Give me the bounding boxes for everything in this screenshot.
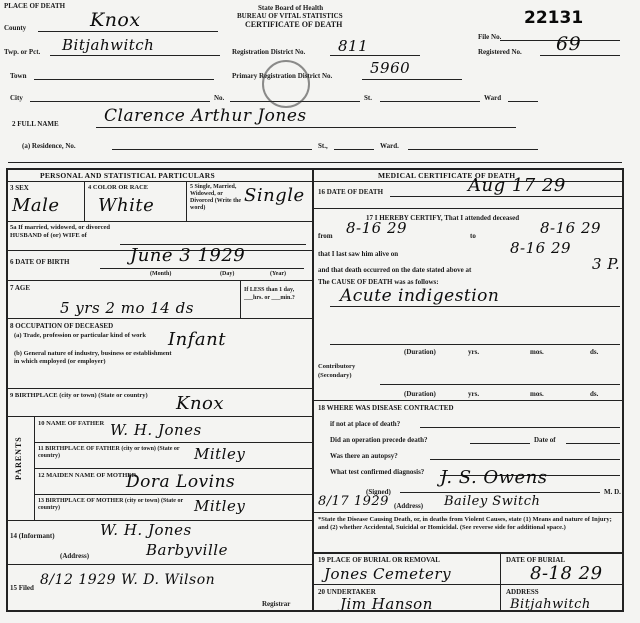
sign-address-label: (Address) [394, 502, 424, 510]
where-label: 18 WHERE WAS DISEASE CONTRACTED [318, 404, 454, 412]
registered-label: Registered No. [478, 48, 522, 56]
marital-label: 5 Single, Married, Widowed, or Divorced (Write the word) [190, 184, 242, 211]
if-less-label: If LESS than 1 day, ___hrs. or ___min.? [244, 287, 295, 301]
burial-date-label: DATE OF BURIAL [506, 556, 566, 564]
sex-label: 3 SEX [10, 184, 29, 192]
birthplace-value: Knox [176, 393, 225, 414]
bureau: BUREAU OF VITAL STATISTICS [237, 12, 343, 20]
birth-year-label: (Year) [270, 271, 286, 277]
reg-district-value: 811 [338, 37, 369, 55]
yrs-label-2: yrs. [468, 390, 480, 398]
burial-place-label: 19 PLACE OF BURIAL OR REMOVAL [318, 556, 440, 564]
birth-day-label: (Day) [220, 271, 235, 277]
signed-value: J. S. Owens [440, 467, 548, 488]
mother-value: Dora Lovins [126, 472, 236, 492]
from-value: 8-16 29 [346, 219, 408, 237]
spouse-label: 5a If married, widowed, or divorced HUSBAND of (or) WIFE of [10, 224, 110, 239]
state-board: State Board of Health [258, 4, 324, 12]
death-date-label: 16 DATE OF DEATH [318, 188, 384, 196]
date-of-label: Date of [534, 436, 556, 444]
informant-address-value: Barbyville [146, 541, 228, 559]
mother-birthplace-label: 13 BIRTHPLACE OF MOTHER (city or town) (State or country) [38, 498, 184, 511]
reg-district-label: Registration District No. [232, 48, 306, 56]
age-value: 5 yrs 2 mo 14 ds [60, 299, 194, 317]
town-label: Town [10, 72, 27, 80]
sign-address-value: Bailey Switch [444, 494, 541, 509]
to-value: 8-16 29 [540, 219, 602, 237]
death-hour: 3 P. [592, 255, 621, 273]
full-name-label: 2 FULL NAME [12, 120, 59, 128]
age-label: 7 AGE [10, 284, 31, 292]
to-label: to [470, 232, 476, 240]
certify-text: 17 I HEREBY CERTIFY, That I attended deceased [366, 214, 520, 222]
sign-date-value: 8/17 1929 [318, 494, 389, 509]
md-label: M. D. [604, 488, 621, 496]
from-label: from [318, 232, 333, 240]
death-occurred-text: and that death occurred on the date stated above at [318, 266, 472, 274]
personal-title: PERSONAL AND STATISTICAL PARTICULARS [40, 171, 215, 180]
occupation-value: Infant [168, 329, 226, 350]
registrar-label: Registrar [262, 600, 291, 608]
burial-date-value: 8-18 29 [530, 563, 603, 584]
city-label: City [10, 94, 23, 102]
ward-label: Ward [484, 94, 502, 102]
birth-value: June 3 1929 [130, 245, 246, 266]
informant-value: W. H. Jones [100, 521, 192, 539]
file-label: File No. [478, 33, 502, 41]
primary-reg-value: 5960 [370, 59, 411, 77]
mother-label: 12 MAIDEN NAME OF MOTHER [38, 472, 137, 479]
occupation-b: (b) General nature of industry, business or establishment in which employed (or employer) [14, 350, 172, 365]
contributory-label: Contributory (Secondary) [318, 363, 356, 379]
occupation-a: (a) Trade, profession or particular kind of work [14, 332, 146, 339]
medical-title: MEDICAL CERTIFICATE OF DEATH [378, 171, 516, 180]
color-label: 4 COLOR OR RACE [88, 184, 149, 191]
if-not-label: if not at place of death? [330, 420, 401, 428]
birthplace-label: 9 BIRTHPLACE (city or town) (State or country) [10, 392, 148, 399]
certificate-title: CERTIFICATE OF DEATH [245, 20, 343, 29]
informant-address-label: (Address) [60, 552, 90, 560]
informant-label: 14 (Informant) [10, 532, 55, 540]
autopsy-label: Was there an autopsy? [330, 452, 398, 460]
parents-label: PARENTS [14, 436, 23, 480]
no-label: No. [214, 94, 225, 102]
duration-label-1: (Duration) [404, 348, 436, 356]
burial-place-value: Jones Cemetery [324, 565, 452, 583]
full-name-value: Clarence Arthur Jones [104, 106, 307, 126]
occupation-label: 8 OCCUPATION OF DECEASED [10, 322, 114, 330]
father-birthplace-value: Mitley [194, 445, 246, 463]
undertaker-label: 20 UNDERTAKER [318, 588, 376, 596]
county-label: County [4, 24, 27, 32]
residence-st-label: St., [318, 142, 328, 150]
operation-label: Did an operation precede death? [330, 436, 428, 444]
sex-value: Male [12, 195, 60, 216]
father-value: W. H. Jones [110, 421, 202, 439]
birth-label: 6 DATE OF BIRTH [10, 258, 70, 266]
mos-label-1: mos. [530, 348, 544, 356]
residence-ward-label: Ward. [380, 142, 399, 150]
footnote: *State the Disease Causing Death, or, in deaths from Violent Causes, state (1) Means and nature of Injury; and (2) whether Accidental, Suicidal or Homicidal. (See reverse side for additional space.) [318, 516, 612, 531]
undertaker-address-value: Bitjahwitch [510, 597, 591, 612]
county-value: Knox [90, 9, 141, 31]
test-label: What test confirmed diagnosis? [330, 468, 425, 476]
cause-value: Acute indigestion [340, 286, 500, 306]
seal-stamp [262, 60, 310, 108]
primary-reg-label: Primary Registration District No. [232, 72, 333, 80]
duration-label-2: (Duration) [404, 390, 436, 398]
birth-month-label: (Month) [150, 271, 172, 277]
residence-label: (a) Residence, No. [22, 142, 76, 150]
father-birthplace-label: 11 BIRTHPLACE OF FATHER (city or town) (State or country) [38, 446, 180, 459]
undertaker-value: Jim Hanson [340, 595, 433, 613]
signed-label: (Signed) [366, 488, 391, 496]
filed-value: 8/12 1929 W. D. Wilson [40, 572, 216, 588]
death-date-value: Aug 17 29 [468, 175, 566, 196]
ds-label-1: ds. [590, 348, 599, 356]
cause-label: The CAUSE OF DEATH was as follows: [318, 278, 439, 286]
yrs-label-1: yrs. [468, 348, 480, 356]
marital-value: Single [244, 185, 305, 206]
file-number: 22131 [524, 8, 584, 28]
mos-label-2: mos. [530, 390, 544, 398]
ds-label-2: ds. [590, 390, 599, 398]
last-saw-label: that I last saw him alive on [318, 250, 399, 258]
father-label: 10 NAME OF FATHER [38, 420, 105, 427]
top-caption: PLACE OF DEATH [4, 2, 66, 10]
undertaker-address-label: ADDRESS [506, 588, 539, 596]
registered-value: 69 [556, 33, 582, 55]
last-saw-value: 8-16 29 [510, 239, 572, 257]
township-value: Bitjahwitch [62, 36, 155, 54]
mother-birthplace-value: Mitley [194, 497, 246, 515]
township-label: Twp. or Pct. [4, 48, 41, 56]
filed-label: 15 Filed [10, 584, 34, 592]
color-value: White [98, 195, 155, 216]
st-label: St. [364, 94, 372, 102]
